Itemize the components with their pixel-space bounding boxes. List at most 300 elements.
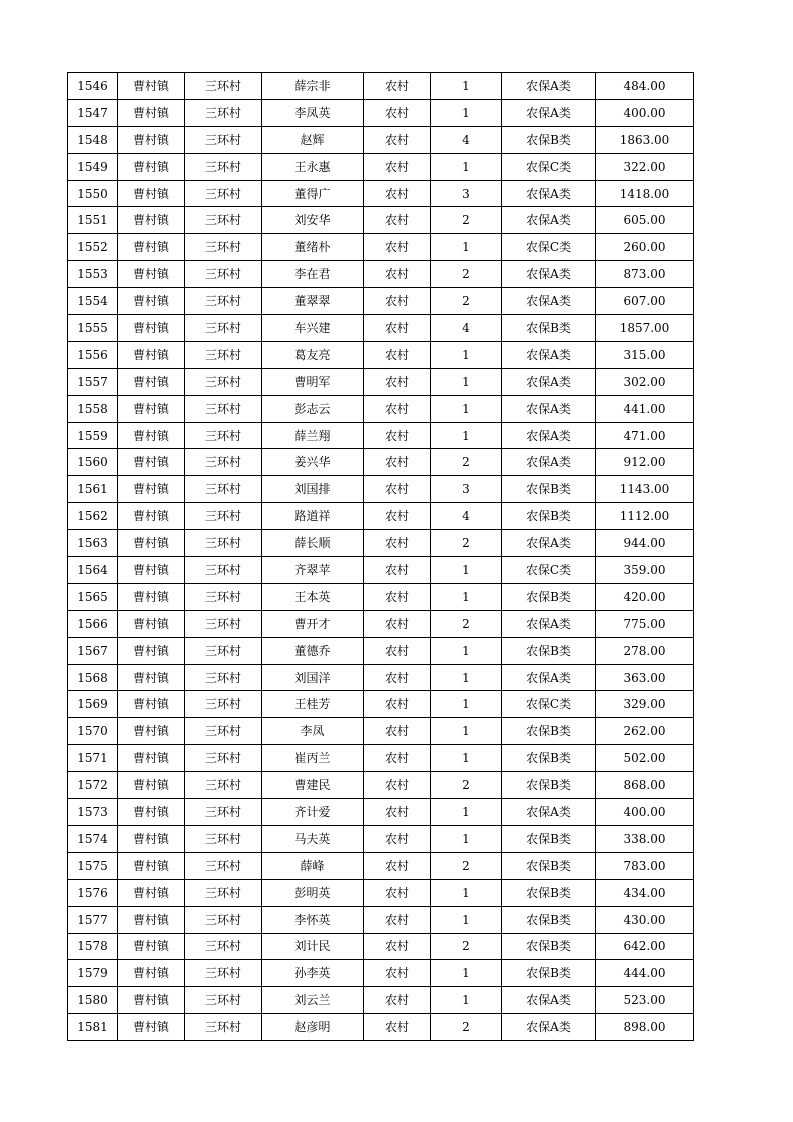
town-cell: 曹村镇 [118,368,185,395]
amount-cell: 775.00 [596,610,694,637]
name-cell: 薛宗非 [262,73,364,100]
amount-cell: 359.00 [596,557,694,584]
name-cell: 孙李英 [262,960,364,987]
category-cell: 农保B类 [502,933,596,960]
household-count-cell: 1 [431,799,502,826]
village-cell: 三环村 [185,637,262,664]
category-cell: 农保A类 [502,368,596,395]
amount-cell: 430.00 [596,906,694,933]
village-cell: 三环村 [185,99,262,126]
name-cell: 董得广 [262,180,364,207]
town-cell: 曹村镇 [118,745,185,772]
category-cell: 农保A类 [502,610,596,637]
household-count-cell: 1 [431,987,502,1014]
household-count-cell: 1 [431,745,502,772]
name-cell: 王桂芳 [262,691,364,718]
name-cell: 姜兴华 [262,449,364,476]
area-type-cell: 农村 [364,583,431,610]
category-cell: 农保B类 [502,960,596,987]
town-cell: 曹村镇 [118,906,185,933]
row-number-cell: 1572 [68,772,118,799]
name-cell: 薛兰翔 [262,422,364,449]
village-cell: 三环村 [185,557,262,584]
area-type-cell: 农村 [364,557,431,584]
table-row [68,315,694,342]
town-cell: 曹村镇 [118,422,185,449]
village-cell: 三环村 [185,422,262,449]
table-row [68,503,694,530]
row-number-cell: 1581 [68,1014,118,1041]
household-count-cell: 2 [431,610,502,637]
area-type-cell: 农村 [364,825,431,852]
row-number-cell: 1580 [68,987,118,1014]
row-number-cell: 1554 [68,288,118,315]
town-cell: 曹村镇 [118,476,185,503]
table-row [68,557,694,584]
area-type-cell: 农村 [364,153,431,180]
area-type-cell: 农村 [364,637,431,664]
category-cell: 农保A类 [502,799,596,826]
row-number-cell: 1555 [68,315,118,342]
town-cell: 曹村镇 [118,987,185,1014]
village-cell: 三环村 [185,503,262,530]
table-row [68,341,694,368]
table-row [68,960,694,987]
category-cell: 农保A类 [502,449,596,476]
name-cell: 刘安华 [262,207,364,234]
name-cell: 赵辉 [262,126,364,153]
town-cell: 曹村镇 [118,288,185,315]
table-row [68,718,694,745]
category-cell: 农保B类 [502,476,596,503]
amount-cell: 783.00 [596,852,694,879]
category-cell: 农保A类 [502,395,596,422]
amount-cell: 400.00 [596,799,694,826]
row-number-cell: 1577 [68,906,118,933]
town-cell: 曹村镇 [118,583,185,610]
area-type-cell: 农村 [364,960,431,987]
village-cell: 三环村 [185,610,262,637]
table-row [68,449,694,476]
table-body [68,73,694,1041]
village-cell: 三环村 [185,261,262,288]
table-row [68,395,694,422]
table-row [68,852,694,879]
area-type-cell: 农村 [364,368,431,395]
town-cell: 曹村镇 [118,610,185,637]
amount-cell: 642.00 [596,933,694,960]
area-type-cell: 农村 [364,341,431,368]
category-cell: 农保B类 [502,906,596,933]
town-cell: 曹村镇 [118,879,185,906]
amount-cell: 1143.00 [596,476,694,503]
category-cell: 农保A类 [502,207,596,234]
area-type-cell: 农村 [364,530,431,557]
household-count-cell: 2 [431,852,502,879]
area-type-cell: 农村 [364,718,431,745]
amount-cell: 1857.00 [596,315,694,342]
household-count-cell: 1 [431,234,502,261]
row-number-cell: 1562 [68,503,118,530]
household-count-cell: 1 [431,73,502,100]
area-type-cell: 农村 [364,852,431,879]
area-type-cell: 农村 [364,207,431,234]
name-cell: 薛峰 [262,852,364,879]
area-type-cell: 农村 [364,906,431,933]
category-cell: 农保A类 [502,987,596,1014]
name-cell: 薛长顺 [262,530,364,557]
amount-cell: 912.00 [596,449,694,476]
village-cell: 三环村 [185,906,262,933]
row-number-cell: 1546 [68,73,118,100]
category-cell: 农保B类 [502,825,596,852]
town-cell: 曹村镇 [118,99,185,126]
village-cell: 三环村 [185,664,262,691]
town-cell: 曹村镇 [118,341,185,368]
town-cell: 曹村镇 [118,395,185,422]
town-cell: 曹村镇 [118,153,185,180]
village-cell: 三环村 [185,825,262,852]
name-cell: 李在君 [262,261,364,288]
village-cell: 三环村 [185,772,262,799]
table-row [68,99,694,126]
area-type-cell: 农村 [364,449,431,476]
table-row [68,207,694,234]
amount-cell: 898.00 [596,1014,694,1041]
amount-cell: 1112.00 [596,503,694,530]
village-cell: 三环村 [185,583,262,610]
table-row [68,933,694,960]
category-cell: 农保A类 [502,288,596,315]
area-type-cell: 农村 [364,99,431,126]
village-cell: 三环村 [185,368,262,395]
town-cell: 曹村镇 [118,207,185,234]
area-type-cell: 农村 [364,691,431,718]
row-number-cell: 1565 [68,583,118,610]
amount-cell: 329.00 [596,691,694,718]
amount-cell: 302.00 [596,368,694,395]
category-cell: 农保C类 [502,234,596,261]
town-cell: 曹村镇 [118,1014,185,1041]
category-cell: 农保B类 [502,852,596,879]
table-row [68,1014,694,1041]
name-cell: 彭志云 [262,395,364,422]
household-count-cell: 1 [431,557,502,584]
town-cell: 曹村镇 [118,852,185,879]
name-cell: 董翠翠 [262,288,364,315]
village-cell: 三环村 [185,476,262,503]
amount-cell: 441.00 [596,395,694,422]
area-type-cell: 农村 [364,234,431,261]
category-cell: 农保A类 [502,422,596,449]
area-type-cell: 农村 [364,261,431,288]
name-cell: 马夫英 [262,825,364,852]
town-cell: 曹村镇 [118,960,185,987]
village-cell: 三环村 [185,180,262,207]
name-cell: 刘云兰 [262,987,364,1014]
household-count-cell: 2 [431,261,502,288]
village-cell: 三环村 [185,126,262,153]
village-cell: 三环村 [185,879,262,906]
name-cell: 赵彦明 [262,1014,364,1041]
category-cell: 农保A类 [502,530,596,557]
row-number-cell: 1574 [68,825,118,852]
household-count-cell: 1 [431,368,502,395]
amount-cell: 363.00 [596,664,694,691]
amount-cell: 873.00 [596,261,694,288]
table-row [68,288,694,315]
area-type-cell: 农村 [364,126,431,153]
amount-cell: 523.00 [596,987,694,1014]
table-row [68,825,694,852]
household-count-cell: 2 [431,933,502,960]
amount-cell: 484.00 [596,73,694,100]
area-type-cell: 农村 [364,180,431,207]
name-cell: 崔丙兰 [262,745,364,772]
village-cell: 三环村 [185,73,262,100]
village-cell: 三环村 [185,288,262,315]
amount-cell: 262.00 [596,718,694,745]
household-count-cell: 2 [431,288,502,315]
village-cell: 三环村 [185,718,262,745]
name-cell: 曹建民 [262,772,364,799]
row-number-cell: 1556 [68,341,118,368]
area-type-cell: 农村 [364,799,431,826]
amount-cell: 315.00 [596,341,694,368]
village-cell: 三环村 [185,449,262,476]
area-type-cell: 农村 [364,772,431,799]
category-cell: 农保A类 [502,73,596,100]
row-number-cell: 1547 [68,99,118,126]
table-row [68,664,694,691]
table-row [68,73,694,100]
data-table [67,72,694,1041]
area-type-cell: 农村 [364,503,431,530]
table-row [68,261,694,288]
amount-cell: 868.00 [596,772,694,799]
household-count-cell: 1 [431,583,502,610]
name-cell: 刘国排 [262,476,364,503]
area-type-cell: 农村 [364,476,431,503]
row-number-cell: 1563 [68,530,118,557]
category-cell: 农保C类 [502,153,596,180]
town-cell: 曹村镇 [118,772,185,799]
village-cell: 三环村 [185,1014,262,1041]
village-cell: 三环村 [185,987,262,1014]
village-cell: 三环村 [185,153,262,180]
table-row [68,799,694,826]
category-cell: 农保A类 [502,261,596,288]
household-count-cell: 4 [431,126,502,153]
town-cell: 曹村镇 [118,530,185,557]
area-type-cell: 农村 [364,288,431,315]
table-row [68,772,694,799]
name-cell: 王永惠 [262,153,364,180]
table-row [68,906,694,933]
household-count-cell: 1 [431,879,502,906]
amount-cell: 944.00 [596,530,694,557]
table-row [68,691,694,718]
household-count-cell: 1 [431,99,502,126]
row-number-cell: 1567 [68,637,118,664]
category-cell: 农保B类 [502,772,596,799]
village-cell: 三环村 [185,234,262,261]
table-row [68,476,694,503]
amount-cell: 338.00 [596,825,694,852]
row-number-cell: 1558 [68,395,118,422]
village-cell: 三环村 [185,745,262,772]
village-cell: 三环村 [185,395,262,422]
category-cell: 农保A类 [502,341,596,368]
category-cell: 农保B类 [502,126,596,153]
row-number-cell: 1560 [68,449,118,476]
town-cell: 曹村镇 [118,557,185,584]
town-cell: 曹村镇 [118,315,185,342]
village-cell: 三环村 [185,341,262,368]
row-number-cell: 1553 [68,261,118,288]
town-cell: 曹村镇 [118,691,185,718]
amount-cell: 607.00 [596,288,694,315]
category-cell: 农保B类 [502,745,596,772]
category-cell: 农保A类 [502,664,596,691]
category-cell: 农保B类 [502,718,596,745]
town-cell: 曹村镇 [118,799,185,826]
household-count-cell: 1 [431,906,502,933]
household-count-cell: 2 [431,530,502,557]
table-row [68,368,694,395]
table-row [68,126,694,153]
town-cell: 曹村镇 [118,180,185,207]
household-count-cell: 1 [431,960,502,987]
category-cell: 农保C类 [502,557,596,584]
row-number-cell: 1569 [68,691,118,718]
row-number-cell: 1561 [68,476,118,503]
row-number-cell: 1550 [68,180,118,207]
area-type-cell: 农村 [364,987,431,1014]
household-count-cell: 1 [431,691,502,718]
table-row [68,879,694,906]
village-cell: 三环村 [185,933,262,960]
amount-cell: 420.00 [596,583,694,610]
name-cell: 彭明英 [262,879,364,906]
village-cell: 三环村 [185,960,262,987]
row-number-cell: 1575 [68,852,118,879]
row-number-cell: 1564 [68,557,118,584]
town-cell: 曹村镇 [118,449,185,476]
table-row [68,530,694,557]
row-number-cell: 1573 [68,799,118,826]
row-number-cell: 1548 [68,126,118,153]
category-cell: 农保B类 [502,315,596,342]
name-cell: 葛友亮 [262,341,364,368]
row-number-cell: 1568 [68,664,118,691]
area-type-cell: 农村 [364,745,431,772]
row-number-cell: 1566 [68,610,118,637]
name-cell: 李凤 [262,718,364,745]
village-cell: 三环村 [185,315,262,342]
category-cell: 农保B类 [502,503,596,530]
household-count-cell: 1 [431,637,502,664]
town-cell: 曹村镇 [118,933,185,960]
area-type-cell: 农村 [364,422,431,449]
town-cell: 曹村镇 [118,825,185,852]
name-cell: 曹明军 [262,368,364,395]
town-cell: 曹村镇 [118,73,185,100]
town-cell: 曹村镇 [118,261,185,288]
amount-cell: 1863.00 [596,126,694,153]
amount-cell: 400.00 [596,99,694,126]
category-cell: 农保B类 [502,637,596,664]
amount-cell: 502.00 [596,745,694,772]
table-row [68,610,694,637]
name-cell: 王本英 [262,583,364,610]
town-cell: 曹村镇 [118,718,185,745]
area-type-cell: 农村 [364,664,431,691]
row-number-cell: 1576 [68,879,118,906]
row-number-cell: 1579 [68,960,118,987]
household-count-cell: 2 [431,772,502,799]
category-cell: 农保B类 [502,879,596,906]
table-row [68,987,694,1014]
table-row [68,153,694,180]
row-number-cell: 1578 [68,933,118,960]
row-number-cell: 1557 [68,368,118,395]
area-type-cell: 农村 [364,610,431,637]
table-row [68,180,694,207]
household-count-cell: 1 [431,664,502,691]
household-count-cell: 3 [431,180,502,207]
name-cell: 董德乔 [262,637,364,664]
household-count-cell: 1 [431,718,502,745]
household-count-cell: 4 [431,503,502,530]
area-type-cell: 农村 [364,395,431,422]
amount-cell: 444.00 [596,960,694,987]
row-number-cell: 1549 [68,153,118,180]
name-cell: 曹开才 [262,610,364,637]
row-number-cell: 1571 [68,745,118,772]
amount-cell: 322.00 [596,153,694,180]
village-cell: 三环村 [185,799,262,826]
table-row [68,745,694,772]
town-cell: 曹村镇 [118,126,185,153]
area-type-cell: 农村 [364,315,431,342]
amount-cell: 434.00 [596,879,694,906]
household-count-cell: 4 [431,315,502,342]
row-number-cell: 1551 [68,207,118,234]
household-count-cell: 1 [431,395,502,422]
name-cell: 李凤英 [262,99,364,126]
category-cell: 农保A类 [502,180,596,207]
household-count-cell: 1 [431,341,502,368]
row-number-cell: 1552 [68,234,118,261]
amount-cell: 278.00 [596,637,694,664]
name-cell: 路道祥 [262,503,364,530]
row-number-cell: 1559 [68,422,118,449]
amount-cell: 471.00 [596,422,694,449]
town-cell: 曹村镇 [118,234,185,261]
area-type-cell: 农村 [364,933,431,960]
table-row [68,637,694,664]
amount-cell: 260.00 [596,234,694,261]
household-count-cell: 1 [431,825,502,852]
category-cell: 农保C类 [502,691,596,718]
town-cell: 曹村镇 [118,664,185,691]
amount-cell: 605.00 [596,207,694,234]
household-count-cell: 2 [431,449,502,476]
village-cell: 三环村 [185,207,262,234]
village-cell: 三环村 [185,530,262,557]
area-type-cell: 农村 [364,1014,431,1041]
